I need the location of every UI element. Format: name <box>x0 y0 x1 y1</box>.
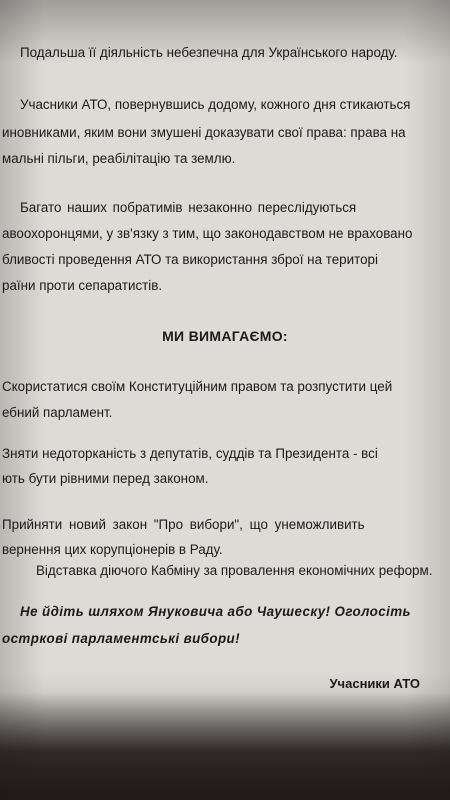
paragraph-2-line-3: мальні пільги, реабілітацію та землю. <box>2 151 236 166</box>
closing-appeal-line-1: Не йдіть шляхом Януковича або Чаушеску! Оголосіть <box>20 604 411 619</box>
signature: Учасники АТО <box>329 676 420 691</box>
paragraph-3-line-2: авоохоронцями, у зв'язку з тим, що законодавством не враховано <box>2 226 413 241</box>
demand-2-line-2: ють бути рівними перед законом. <box>2 471 209 486</box>
demand-4-line-1: Відставка діючого Кабміну за провалення економічних реформ. <box>36 563 433 578</box>
demand-3-line-1: Прийняти новий закон "Про вибори", що унеможливить <box>2 517 365 532</box>
demands-heading: МИ ВИМАГАЄМО: <box>162 328 288 344</box>
paragraph-3-line-4: раїни проти сепаратистів. <box>2 278 163 293</box>
demand-3-line-2: вернення цих корупціонерів в Раду. <box>2 542 223 557</box>
demand-2-line-1: Зняти недоторканість з депутатів, суддів та Президента - всі <box>2 446 378 461</box>
paragraph-3-line-3: бливості проведення АТО та використання зброї на територі <box>2 252 378 267</box>
paragraph-1-line-1: Подальша її діяльність небезпечна для Українського народу. <box>20 45 398 60</box>
paragraph-2-line-1: Учасники АТО, повернувшись додому, кожного дня стикаються <box>20 97 411 112</box>
paragraph-2-line-2: иновниками, яким вони змушені доказувати свої права: права на <box>2 125 406 140</box>
paragraph-3-line-1: Багато наших побратимів незаконно переслідуються <box>20 200 357 215</box>
closing-appeal-line-2: остркові парламентські вибори! <box>2 631 240 646</box>
demand-1-line-1: Скористатися своїм Конституційним правом та розпустити цей <box>2 379 393 394</box>
table-shadow <box>0 692 450 800</box>
demand-1-line-2: ебний парламент. <box>2 405 113 420</box>
